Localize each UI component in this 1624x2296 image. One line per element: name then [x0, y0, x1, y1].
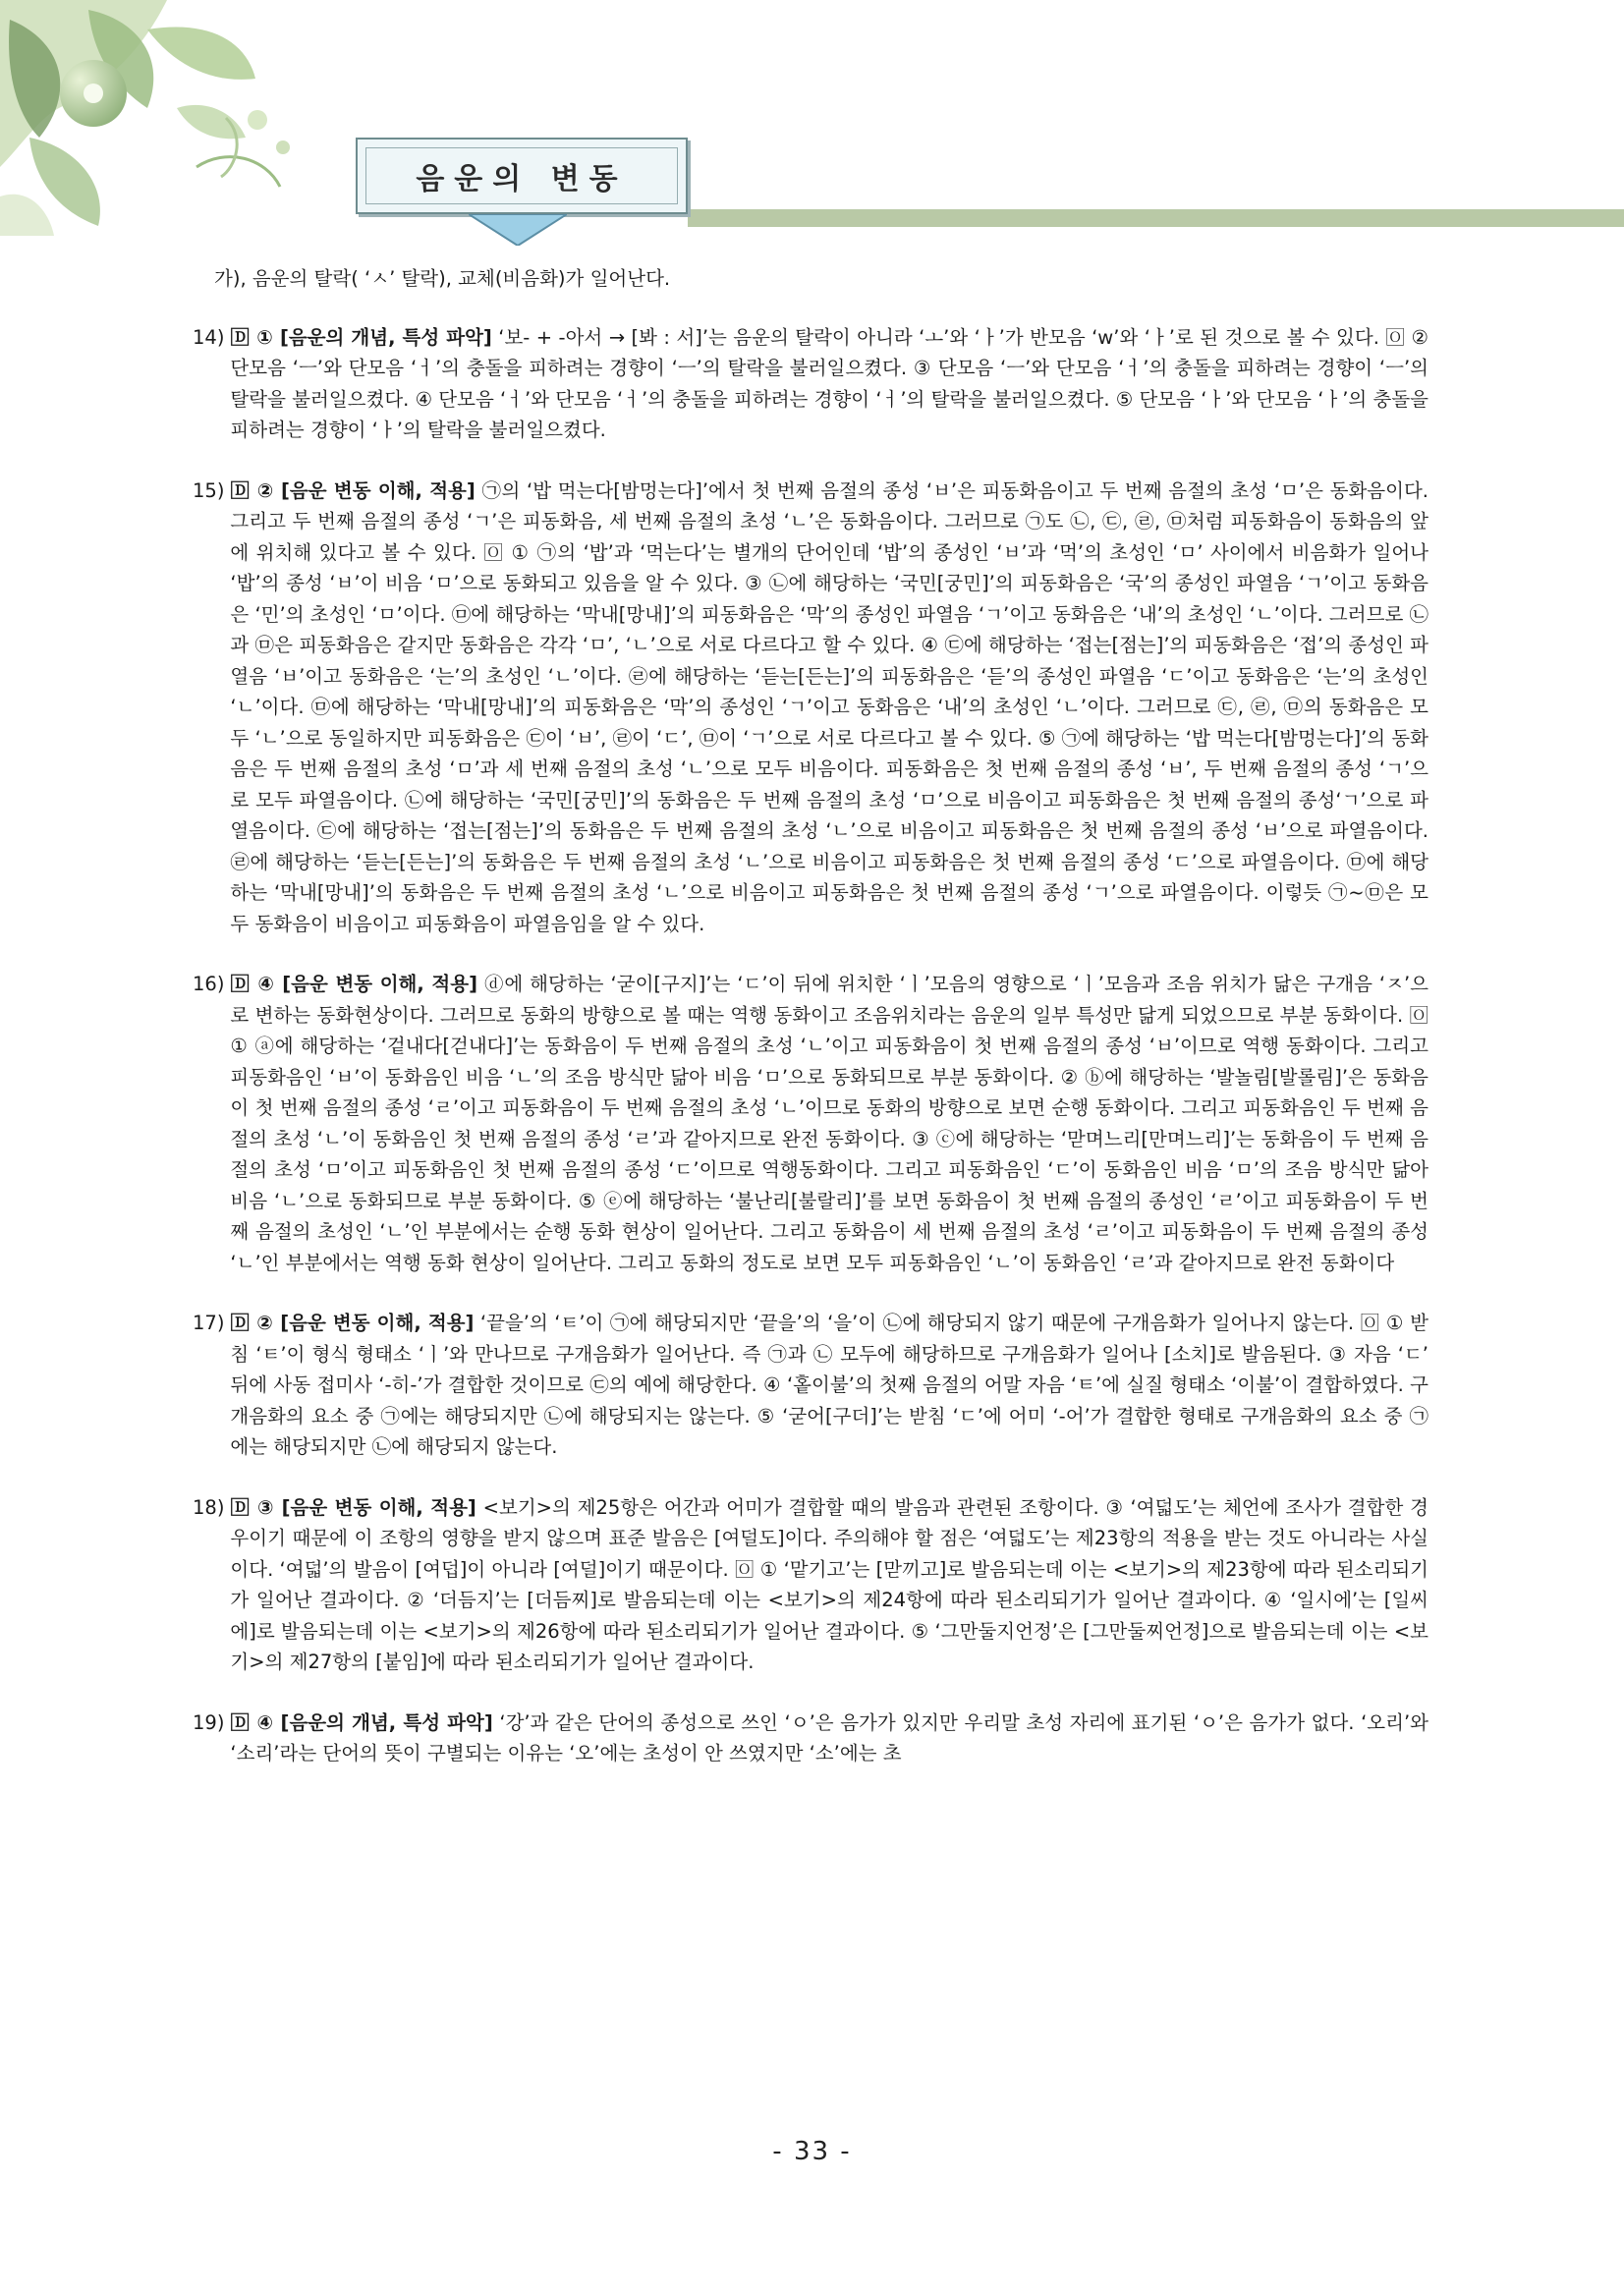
answer-text: ⓓ에 해당하는 ‘굳이[구지]’는 ‘ㄷ’이 뒤에 위치한 ‘ㅣ’모음의 영향으로 ‘ㅣ’모음과 조음 위치가 닮은 구개음 ‘ㅈ’으로 변하는 동화현상이다. 그러므로 동화의 방향으로 볼 때는 역행 동화이고 조음위치라는 음운의 일부 특성만 닮게 되었으므로 부분 동화이다. 🄾 ① ⓐ에 해당하는 ‘겉내다[걷내다]’는 동화음이 두 번째 음절의 초성 ‘ㄴ’이고 피동화음이 첫 번째 음절의 종성 ‘ㅂ’이므로 역행 동화이다. 그리고 피동화음인 ‘ㅂ’이 동화음인 비음 ‘ㄴ’의 조음 방식만 닮아 비음 ‘ㅁ’으로 동화되므로 부분 동화이다. ② ⓑ에 해당하는 ‘발놀림[발롤림]’은 동화음이 첫 번째 음절의 종성 ‘ㄹ’이고 피동화음이 두 번째 음절의 초성 ‘ㄴ’이므로 동화의 방향으로 보면 순행 동화이다. 그리고 피동화음인 두 번째 음절의 초성 ‘ㄴ’이 동화음인 첫 번째 음절의 종성 ‘ㄹ’과 같아지므로 완전 동화이다. ③ ⓒ에 해당하는 ‘맏며느리[만며느리]’는 동화음이 두 번째 음절의 초성 ‘ㅁ’이고 피동화음인 첫 번째 음절의 종성 ‘ㄷ’이므로 역행동화이다. 그리고 피동화음인 ‘ㄷ’이 동화음인 비음 ‘ㅁ’의 조음 방식만 닮아 비음 ‘ㄴ’으로 동화되므로 부분 동화이다. ⑤ ⓔ에 해당하는 ‘불난리[불랄리]’를 보면 동화음이 첫 번째 음절의 종성인 ‘ㄹ’이고 피동화음이 두 번째 음절의 초성인 ‘ㄴ’인 부분에서는 순행 동화 현상이 일어난다. 그리고 동화음이 세 번째 음절의 초성 ‘ㄹ’이고 피동화음이 두 번째 음절의 종성 ‘ㄴ’인 부분에서는 역행 동화 현상이 일어난다. 그리고 동화의 정도로 보면 모두 피동화음인 ‘ㄴ’이 동화음인 ‘ㄹ’과 같아지므로 완전 동화이다	[230, 973, 1428, 1274]
intro-fragment: 가), 음운의 탈락( ‘ㅅ’ 탈락), 교체(비음화)가 일어난다.	[214, 267, 671, 290]
answer-lead: 🄳 ② [음운 변동 이해, 적용]	[230, 478, 476, 502]
answer-text: ‘끝을’의 ‘ㅌ’이 ㉠에 해당되지만 ‘끝을’의 ‘을’이 ㉡에 해당되지 않기 때문에 구개음화가 일어나지 않는다. 🄾 ① 받침 ‘ㅌ’이 형식 형태소 ‘ㅣ’와 만나므로 구개음화가 일어난다. 즉 ㉠과 ㉡ 모두에 해당하므로 구개음화가 일어나 [소치]로 발음된다. ③ 자음 ‘ㄷ’ 뒤에 사동 접미사 ‘-히-’가 결합한 것이므로 ㉢의 예에 해당한다. ④ ‘홑이불’의 첫째 음절의 어말 자음 ‘ㅌ’에 실질 형태소 ‘이불’이 결합하였다. 구개음화의 요소 중 ㉠에는 해당되지만 ㉡에 해당되지는 않는다. ⑤ ‘굳어[구더]’는 받침 ‘ㄷ’에 어미 ‘-어’가 결합한 형태로 구개음화의 요소 중 ㉠에는 해당되지만 ㉡에 해당되지 않는다.	[230, 1312, 1428, 1458]
answer-body	[224, 1308, 1428, 1463]
answer-number: 17)	[193, 1312, 225, 1334]
answer-text: ㉠의 ‘밥 먹는다[밤멍는다]’에서 첫 번째 음절의 종성 ‘ㅂ’은 피동화음이고 두 번째 음절의 초성 ‘ㅁ’은 동화음이다. 그리고 두 번째 음절의 종성 ‘ㄱ’은 피동화음, 세 번째 음절의 초성 ‘ㄴ’은 동화음이다. 그러므로 ㉠도 ㉡, ㉢, ㉣, ㉤처럼 피동화음이 동화음의 앞에 위치해 있다고 볼 수 있다. 🄾 ① ㉠의 ‘밥’과 ‘먹는다’는 별개의 단어인데 ‘밥’의 종성인 ‘ㅂ’과 ‘먹’의 초성인 ‘ㅁ’ 사이에서 비음화가 일어나 ‘밥’의 종성 ‘ㅂ’이 비음 ‘ㅁ’으로 동화되고 있음을 알 수 있다. ③ ㉡에 해당하는 ‘국민[궁민]’의 피동화음은 ‘국’의 종성인 파열음 ‘ㄱ’이고 동화음은 ‘민’의 초성인 ‘ㅁ’이다. ㉤에 해당하는 ‘막내[망내]’의 피동화음은 ‘막’의 종성인 파열음 ‘ㄱ’이고 동화음은 ‘내’의 초성인 ‘ㄴ’이다. 그러므로 ㉡과 ㉤은 피동화음은 같지만 동화음은 각각 ‘ㅁ’, ‘ㄴ’으로 서로 다르다고 할 수 있다. ④ ㉢에 해당하는 ‘접는[점는]’의 피동화음은 ‘접’의 종성인 파열음 ‘ㅂ’이고 동화음은 ‘는’의 초성인 ‘ㄴ’이다. ㉣에 해당하는 ‘듣는[든는]’의 피동화음은 ‘듣’의 종성인 파열음 ‘ㄷ’이고 동화음은 ‘는’의 초성인 ‘ㄴ’이다. ㉤에 해당하는 ‘막내[망내]’의 피동화음은 ‘막’의 종성인 ‘ㄱ’이고 동화음은 ‘내’의 초성인 ‘ㄴ’이다. 그러므로 ㉢, ㉣, ㉤의 동화음은 모두 ‘ㄴ’으로 동일하지만 피동화음은 ㉢이 ‘ㅂ’, ㉣이 ‘ㄷ’, ㉤이 ‘ㄱ’으로 서로 다르다고 볼 수 있다. ⑤ ㉠에 해당하는 ‘밥 먹는다[밤멍는다]’의 동화음은 두 번째 음절의 초성 ‘ㅁ’과 세 번째 음절의 초성 ‘ㄴ’으로 모두 비음이다. 피동화음은 첫 번째 음절의 종성 ‘ㅂ’, 두 번째 음절의 종성 ‘ㄱ’으로 모두 파열음이다. ㉡에 해당하는 ‘국민[궁민]’의 동화음은 두 번째 음절의 초성 ‘ㅁ’으로 비음이고 피동화음은 첫 번째 음절의 종성‘ㄱ’으로 파열음이다. ㉢에 해당하는 ‘접는[점는]’의 동화음은 두 번째 음절의 초성 ‘ㄴ’으로 비음이고 피동화음은 첫 번째 음절의 종성 ‘ㅂ’으로 파열음이다. ㉣에 해당하는 ‘듣는[든는]’의 동화음은 두 번째 음절의 초성 ‘ㄴ’으로 비음이고 피동화음은 첫 번째 음절의 종성 ‘ㄷ’으로 파열음이다. ㉤에 해당하는 ‘막내[망내]’의 동화음은 두 번째 음절의 초성 ‘ㄴ’으로 비음이고 피동화음은 첫 번째 음절의 종성 ‘ㄱ’으로 파열음이다. 이렇듯 ㉠~㉤은 모두 동화음이 비음이고 피동화음이 파열음임을 알 수 있다.	[230, 478, 1429, 935]
chapter-title: 음운의 변동	[416, 162, 628, 196]
answer-body	[224, 969, 1428, 1278]
answer-lead: 🄳 ③ [음운 변동 이해, 적용]	[230, 1495, 476, 1519]
answer-item	[193, 969, 1428, 1278]
answer-lead: 🄳 ④ [음운의 개념, 특성 파악]	[230, 1710, 493, 1734]
answer-text: ‘보- + -아서 → [봐 : 서]’는 음운의 탈락이 아니라 ‘ㅗ’와 ‘ㅏ’가 반모음 ‘w’와 ‘ㅏ’로 된 것으로 볼 수 있다. 🄾 ② 단모음 ‘ㅡ’와 단모음 ‘ㅓ’의 충돌을 피하려는 경향이 ‘ㅡ’의 탈락을 불러일으켰다. ③ 단모음 ‘ㅡ’와 단모음 ‘ㅓ’의 충돌을 피하려는 경향이 ‘ㅡ’의 탈락을 불러일으켰다. ④ 단모음 ‘ㅓ’와 단모음 ‘ㅓ’의 충돌을 피하려는 경향이 ‘ㅓ’의 탈락을 불러일으켰다. ⑤ 단모음 ‘ㅏ’와 단모음 ‘ㅏ’의 충돌을 피하려는 경향이 ‘ㅏ’의 탈락을 불러일으켰다.	[230, 325, 1428, 441]
corner-foliage-decoration	[0, 0, 324, 236]
answer-item	[193, 1492, 1428, 1678]
page-number: - 33 -	[772, 2137, 852, 2166]
answer-explanations	[193, 263, 1428, 1799]
answer-item	[193, 1308, 1428, 1463]
answer-number: 18)	[193, 1495, 225, 1519]
answer-body	[224, 1708, 1428, 1769]
answer-body	[224, 322, 1428, 446]
down-arrow-icon	[469, 214, 567, 246]
answer-number: 15)	[193, 478, 225, 502]
answer-body	[224, 1492, 1428, 1678]
answer-item	[193, 476, 1428, 940]
answer-number: 14)	[193, 325, 225, 349]
answer-number: 19)	[193, 1710, 225, 1734]
answer-lead: 🄳 ① [음운의 개념, 특성 파악]	[230, 325, 492, 349]
answer-body	[224, 476, 1428, 940]
answer-item	[193, 1708, 1428, 1769]
answer-number: 16)	[193, 973, 225, 995]
answer-text: <보기>의 제25항은 어간과 어미가 결합할 때의 발음과 관련된 조항이다. ③ ‘여덟도’는 체언에 조사가 결합한 경우이기 때문에 이 조항의 영향을 받지 않으며 표준 발음은 [여덜도]이다. 주의해야 할 점은 ‘여덟도’는 제23항의 적용을 받는 것도 아니라는 사실이다. ‘여덟’의 발음이 [여덥]이 아니라 [여덜]이기 때문이다. 🄾 ① ‘맡기고’는 [맏끼고]로 발음되는데 이는 <보기>의 제23항에 따라 된소리되기가 일어난 결과이다. ② ‘더듬지’는 [더듬찌]로 발음되는데 이는 <보기>의 제24항에 따라 된소리되기가 일어난 결과이다. ④ ‘일시에’는 [일씨에]로 발음되는데 이는 <보기>의 제26항에 따라 된소리되기가 일어난 결과이다. ⑤ ‘그만둘지언정’은 [그만둘찌언정]으로 발음되는데 이는 <보기>의 제27항의 [붙임]에 따라 된소리되기가 일어난 결과이다.	[230, 1495, 1428, 1673]
answer-lead: 🄳 ④ [음운 변동 이해, 적용]	[230, 973, 477, 995]
answer-item	[193, 322, 1428, 446]
answer-text: ‘강’과 같은 단어의 종성으로 쓰인 ‘ㅇ’은 음가가 있지만 우리말 초성 자리에 표기된 ‘ㅇ’은 음가가 없다. ‘오리’와 ‘소리’라는 단어의 뜻이 구별되는 이유는 ‘오’에는 초성이 안 쓰였지만 ‘소’에는 초	[230, 1710, 1428, 1764]
header-accent-band	[688, 209, 1624, 227]
chapter-header	[356, 138, 690, 246]
chapter-title-box	[356, 138, 688, 214]
answer-lead: 🄳 ② [음운 변동 이해, 적용]	[230, 1312, 475, 1334]
